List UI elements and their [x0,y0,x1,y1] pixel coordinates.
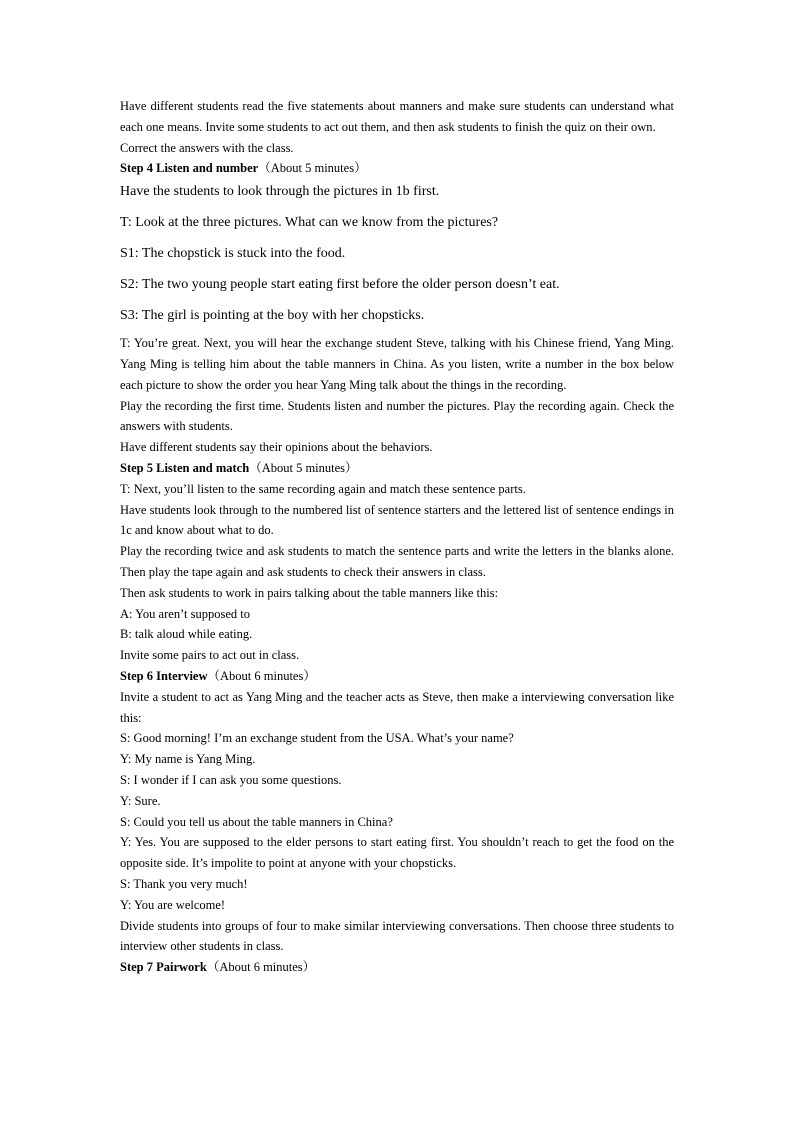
step4-title: Step 4 Listen and number [120,161,259,176]
dialogue-line-a: A: You aren’t supposed to [120,606,250,621]
step5-title: Step 5 Listen and match [120,460,250,475]
student3-answer: S3: The girl is pointing at the boy with her chopsticks. [120,308,425,324]
step5-line: Play the recording twice and ask students to match the sentence parts and write the letters in the blanks alone. Then play the tape again and ask students to check their answers in class. [120,544,674,579]
step7-time: （About 6 minutes） [206,960,316,975]
teacher-intro: T: You’re great. Next, you will hear the exchange student Steve, talking with his Chinese friend, Yang Ming. Yang Ming is telling him about the table manners in China. As you listen, write a number in the box below each picture to show the order you hear Yang Ming talk about the things in the recording. [120,336,674,392]
step5-time: （About 5 minutes） [249,460,358,475]
step5-line: T: Next, you’ll listen to the same recording again and match these sentence parts. [120,481,526,496]
intro-paragraph: Have different students read the five statements about manners and make sure students can understand what each one means. Invite some students to act out them, and then ask students to finish the quiz on their own. [120,99,674,134]
step5-heading [120,458,674,479]
interview-line: S: Thank you very much! [120,876,248,891]
play-recording: Play the recording the first time. Students listen and number the pictures. Play the recording again. Check the answers with students. [120,398,674,434]
step6-line: Invite a student to act as Yang Ming and the teacher acts as Steve, then make a interviewing conversation like this: [120,689,674,725]
step4-preview: Have the students to look through the pictures in 1b first. [120,184,440,200]
interview-line: S: Could you tell us about the table manners in China? [120,814,393,829]
step6-heading [120,666,674,687]
dialogue-line-b: B: talk aloud while eating. [120,627,253,642]
document-page [120,96,674,978]
interview-line: Y: Sure. [120,793,161,808]
step4-heading [120,158,674,179]
step7-heading [120,957,674,978]
student2-answer: S2: The two young people start eating first before the older person doesn’t eat. [120,277,560,293]
interview-line: Y: You are welcome! [120,897,226,912]
intro-correct: Correct the answers with the class. [120,140,294,155]
step6-title: Step 6 Interview [120,668,208,683]
interview-line: S: Good morning! I’m an exchange student from the USA. What’s your name? [120,731,514,746]
opinions: Have different students say their opinions about the behaviors. [120,440,433,455]
step6-line: Divide students into groups of four to make similar interviewing conversations. Then choose three students to interview other students in class. [120,918,674,954]
step5-line: Then ask students to work in pairs talking about the table manners like this: [120,585,499,600]
teacher-question: T: Look at the three pictures. What can we know from the pictures? [120,215,499,231]
student1-answer: S1: The chopstick is stuck into the food. [120,246,346,262]
step5-line: Invite some pairs to act out in class. [120,648,300,663]
interview-line: S: I wonder if I can ask you some questions. [120,772,342,787]
interview-line: Y: Yes. You are supposed to the elder persons to start eating first. You shouldn’t reach to get the food on the opposite side. It’s impolite to point at anyone with your chopsticks. [120,835,674,871]
interview-line: Y: My name is Yang Ming. [120,752,256,767]
step7-title: Step 7 Pairwork [120,960,207,975]
step5-line: Have students look through to the numbered list of sentence starters and the lettered list of sentence endings in 1c and know about what to do. [120,502,674,538]
step4-time: （About 5 minutes） [258,161,367,176]
step6-time: （About 6 minutes） [207,668,316,683]
